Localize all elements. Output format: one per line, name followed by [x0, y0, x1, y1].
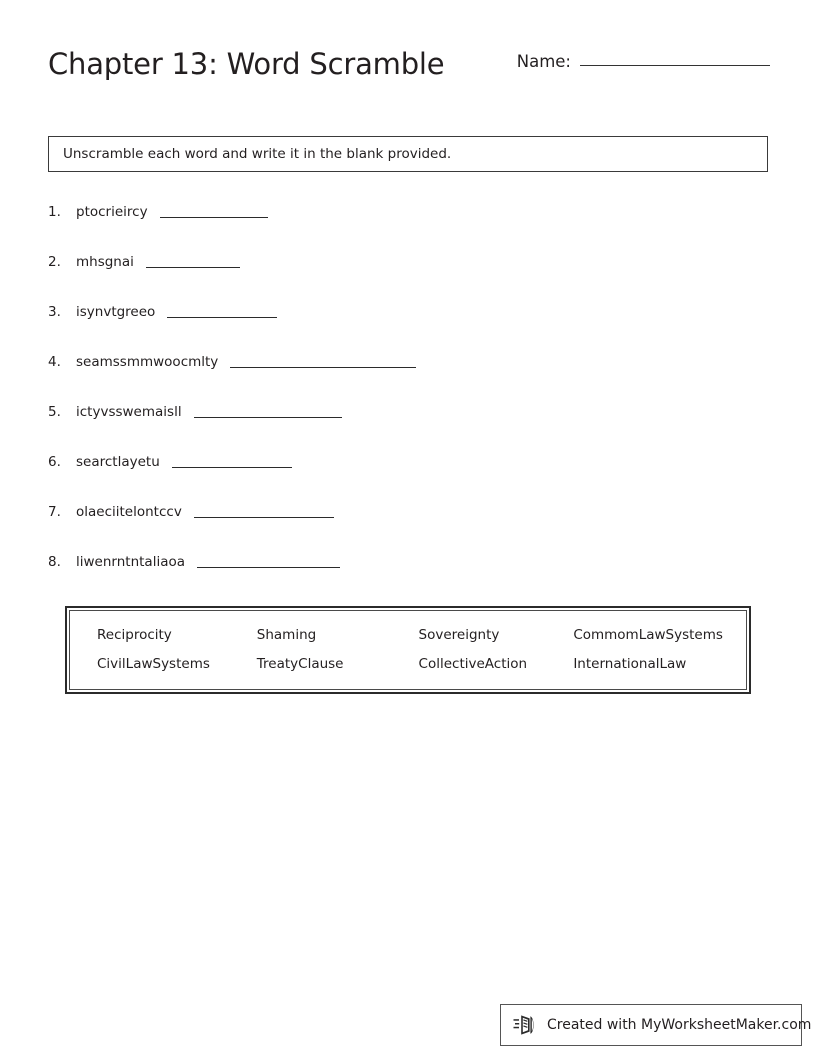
scrambled-word: liwenrntntaliaoa: [76, 554, 185, 570]
worksheet-header: [48, 44, 770, 96]
scrambled-word: isynvtgreeo: [76, 304, 156, 320]
created-with-badge[interactable]: [500, 1004, 812, 1046]
question-number: 6.: [48, 454, 61, 470]
word-bank-item[interactable]: Sovereignty: [418, 626, 500, 643]
word-bank-row: [70, 620, 746, 649]
scrambled-word: seamssmmwoocmlty: [76, 354, 219, 370]
instructions-text: Unscramble each word and write it in the blank provided.: [63, 146, 452, 162]
answer-blank[interactable]: [146, 267, 240, 268]
word-bank-item[interactable]: CivilLawSystems: [97, 655, 210, 672]
word-bank-item[interactable]: Reciprocity: [97, 626, 172, 643]
instructions-box: [48, 136, 768, 172]
name-field-group: [517, 52, 770, 72]
list-item: [48, 452, 770, 502]
scrambled-word: ictyvsswemaisll: [76, 404, 182, 420]
scrambled-word: olaeciitelontccv: [76, 504, 182, 520]
answer-blank[interactable]: [194, 417, 342, 418]
question-number: 2.: [48, 254, 61, 270]
answer-blank[interactable]: [194, 517, 334, 518]
created-with-badge-label: Created with MyWorksheetMaker.com: [547, 1017, 812, 1033]
list-item: [48, 252, 770, 302]
scrambled-word: mhsgnai: [76, 254, 134, 270]
question-number: 7.: [48, 504, 61, 520]
question-number: 4.: [48, 354, 61, 370]
answer-blank[interactable]: [197, 567, 340, 568]
name-field-label: Name:: [516, 52, 571, 71]
scramble-question-list: [48, 202, 770, 602]
page-title: Chapter 13: Word Scramble: [48, 47, 445, 81]
word-bank-inner-frame: [69, 610, 747, 690]
question-number: 1.: [48, 204, 61, 220]
list-item: [48, 352, 770, 402]
answer-blank[interactable]: [172, 467, 292, 468]
worksheet-maker-logo-icon: [513, 1014, 539, 1036]
list-item: [48, 402, 770, 452]
word-bank-item[interactable]: CollectiveAction: [418, 655, 528, 672]
list-item: [48, 552, 770, 602]
word-bank: [65, 606, 751, 694]
list-item: [48, 502, 770, 552]
answer-blank[interactable]: [167, 317, 277, 318]
word-bank-item[interactable]: Shaming: [256, 626, 317, 643]
answer-blank[interactable]: [160, 217, 268, 218]
word-bank-item[interactable]: CommomLawSystems: [573, 626, 723, 643]
question-number: 5.: [48, 404, 61, 420]
name-field-input[interactable]: [580, 65, 770, 66]
question-number: 3.: [48, 304, 61, 320]
word-bank-item[interactable]: InternationalLaw: [573, 655, 687, 672]
word-bank-item[interactable]: TreatyClause: [256, 655, 344, 672]
question-number: 8.: [48, 554, 61, 570]
scrambled-word: searctlayetu: [76, 454, 160, 470]
scrambled-word: ptocrieircy: [76, 204, 148, 220]
list-item: [48, 302, 770, 352]
answer-blank[interactable]: [230, 367, 416, 368]
list-item: [48, 202, 770, 252]
word-bank-row: [70, 649, 746, 678]
